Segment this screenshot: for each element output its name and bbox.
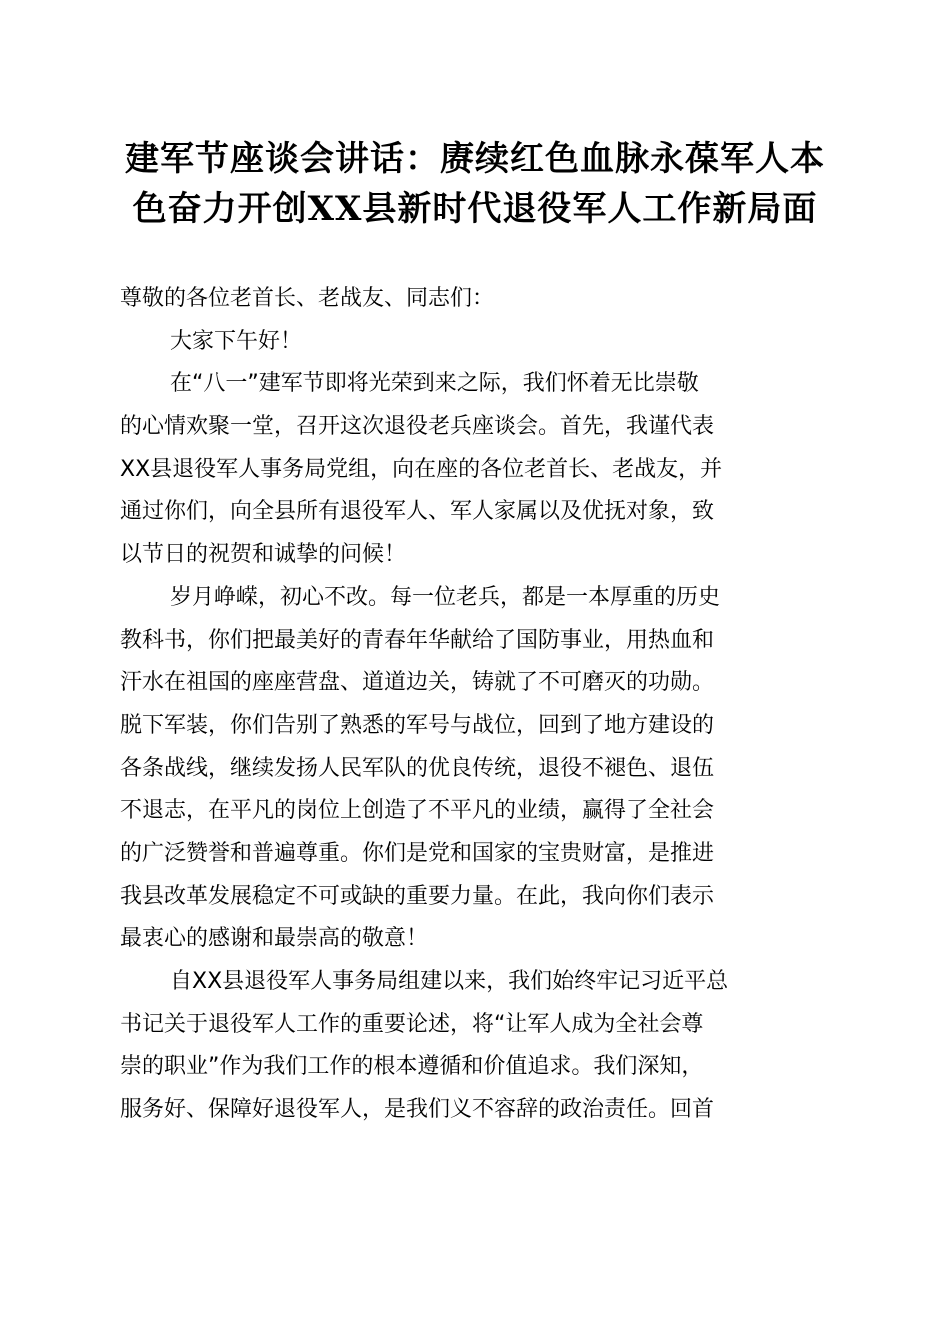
document-body: [120, 278, 830, 1132]
paragraph-line: 自XX县退役军人事务局组建以来，我们始终牢记习近平总: [170, 969, 729, 994]
paragraph-line: 脱下军装，你们告别了熟悉的军号与战位，回到了地方建设的: [120, 712, 715, 738]
title-line-1: 建军节座谈会讲话：赓续红色血脉永葆军人本: [125, 139, 825, 179]
paragraph-tribute: [120, 577, 830, 961]
paragraph-line: 书记关于退役军人工作的重要论述，将“让军人成为全社会尊: [120, 1011, 704, 1037]
paragraph-line: 岁月峥嵘，初心不改。每一位老兵，都是一本厚重的历史: [170, 584, 721, 610]
paragraph-line: 不退志，在平凡的岗位上创造了不平凡的业绩，赢得了全社会: [120, 798, 715, 824]
paragraph-line: 通过你们，向全县所有退役军人、军人家属以及优抚对象，致: [120, 499, 715, 525]
paragraph-greeting: [120, 321, 830, 364]
paragraph-line: 我县改革发展稳定不可或缺的重要力量。在此，我向你们表示: [120, 883, 715, 909]
paragraph-line: 以节日的祝贺和诚挚的问候！: [120, 542, 407, 568]
paragraph-line: 大家下午好！: [170, 328, 303, 354]
paragraph-line: 汗水在祖国的座座营盘、道道边关，铸就了不可磨灭的功勋。: [120, 670, 715, 696]
paragraph-line: 服务好、保障好退役军人，是我们义不容辞的政治责任。回首: [120, 1097, 715, 1123]
paragraph-line: 各条战线，继续发扬人民军队的优良传统，退役不褪色、退伍: [120, 755, 715, 781]
paragraph-line: 在“八一”建军节即将光荣到来之际，我们怀着无比崇敬: [170, 371, 699, 397]
paragraph-line: 崇的职业”作为我们工作的根本遵循和价值追求。我们深知，: [120, 1054, 704, 1080]
paragraph-work-review: [120, 961, 830, 1132]
paragraph-line: 最衷心的感谢和最崇高的敬意！: [120, 926, 429, 952]
title-line-2: 色奋力开创XX县新时代退役军人工作新局面: [132, 189, 818, 229]
paragraph-line: XX县退役军人事务局党组，向在座的各位老首长、老战友，并: [120, 456, 723, 482]
paragraph-opening: [120, 363, 830, 576]
paragraph-line: 的心情欢聚一堂，召开这次退役老兵座谈会。首先，我谨代表: [120, 414, 715, 440]
document-title: [100, 134, 850, 234]
paragraph-line: 的广泛赞誉和普遍尊重。你们是党和国家的宝贵财富，是推进: [120, 840, 715, 866]
salutation: 尊敬的各位老首长、老战友、同志们：: [120, 286, 495, 311]
paragraph-line: 教科书，你们把最美好的青春年华献给了国防事业，用热血和: [120, 627, 715, 653]
